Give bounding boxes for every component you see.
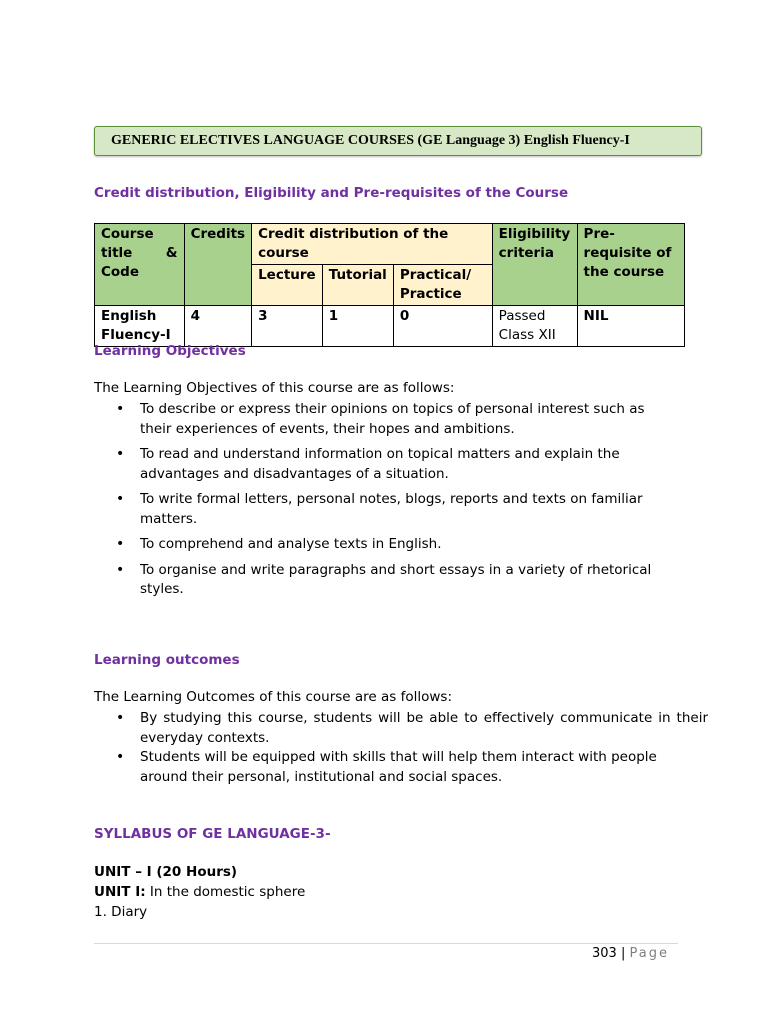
outcomes-list — [94, 709, 708, 793]
cell-practical: 0 — [393, 306, 492, 347]
document-title-box — [94, 126, 702, 156]
list-item: • By studying this course, students will be able to effectively communicate in their everyday contexts. — [94, 709, 708, 748]
table-header-row — [95, 224, 685, 265]
list-item: • To write formal letters, personal notes, blogs, reports and texts on familiar matters. — [94, 490, 654, 529]
header-credit-distribution: Credit distribution of the course — [252, 224, 493, 265]
section-heading-objectives: Learning Objectives — [94, 343, 246, 359]
page-number: 303 — [592, 946, 617, 961]
header-lecture: Lecture — [252, 265, 323, 306]
header-tutorial: Tutorial — [322, 265, 393, 306]
unit-heading: UNIT – I (20 Hours) — [94, 864, 238, 880]
objectives-intro: The Learning Objectives of this course are as follows: — [94, 380, 455, 396]
section-heading-credit: Credit distribution, Eligibility and Pre-requisites of the Course — [94, 185, 569, 201]
section-heading-outcomes: Learning outcomes — [94, 652, 240, 668]
list-item: • To comprehend and analyse texts in English. — [94, 535, 654, 555]
header-course-title: Course title & Code — [95, 224, 185, 306]
document-title: GENERIC ELECTIVES LANGUAGE COURSES (GE Language 3) English Fluency-I — [111, 133, 630, 148]
footer-separator: | — [620, 946, 626, 961]
header-credits: Credits — [184, 224, 252, 306]
list-item: • Students will be equipped with skills that will help them interact with people around their personal, institutional and social spaces. — [94, 748, 708, 787]
list-item: • To describe or express their opinions on topics of personal interest such as their experiences of events, their hopes and ambitions. — [94, 400, 654, 439]
header-practical: Practical/ Practice — [393, 265, 492, 306]
page-word: Page — [629, 946, 669, 961]
section-heading-syllabus: SYLLABUS OF GE LANGUAGE-3- — [94, 826, 331, 842]
list-item: • To organise and write paragraphs and short essays in a variety of rhetorical styles. — [94, 561, 654, 600]
unit-label: UNIT I: — [94, 884, 146, 900]
cell-eligibility: Passed Class XII — [492, 306, 577, 347]
list-item: • To read and understand information on topical matters and explain the advantages and disadvantages of a situation. — [94, 445, 654, 484]
unit-line — [94, 884, 305, 900]
table-row — [95, 306, 685, 347]
cell-course: English Fluency-I — [95, 306, 185, 347]
cell-lecture: 3 — [252, 306, 323, 347]
footer-divider — [94, 943, 678, 944]
header-prerequisite: Pre-requisite of the course — [577, 224, 684, 306]
outcomes-intro: The Learning Outcomes of this course are as follows: — [94, 689, 453, 705]
objectives-list — [94, 400, 654, 606]
cell-tutorial: 1 — [322, 306, 393, 347]
header-eligibility: Eligibility criteria — [492, 224, 577, 306]
credit-table — [94, 223, 685, 347]
unit-item: 1. Diary — [94, 904, 148, 920]
cell-credits: 4 — [184, 306, 252, 347]
cell-prerequisite: NIL — [577, 306, 684, 347]
unit-text: In the domestic sphere — [149, 884, 306, 900]
page-footer — [592, 946, 669, 961]
